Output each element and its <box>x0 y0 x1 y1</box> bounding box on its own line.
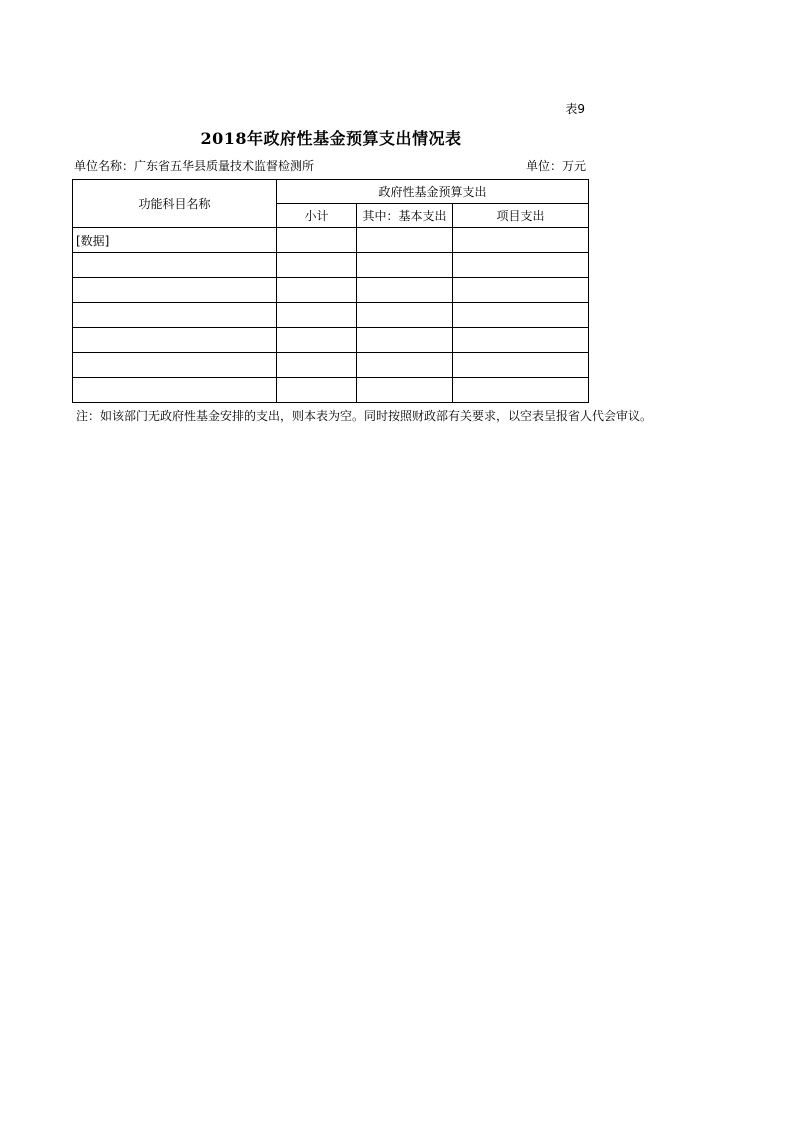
page-title: 2018年政府性基金预算支出情况表 <box>200 129 462 148</box>
table-row <box>73 303 589 328</box>
table-cell <box>277 303 357 328</box>
table-row <box>73 228 589 253</box>
table-cell <box>453 353 589 378</box>
header-function-category: 功能科目名称 <box>73 180 277 228</box>
header-basic-expenditure: 其中：基本支出 <box>357 204 453 228</box>
table-cell <box>277 328 357 353</box>
table-row <box>73 378 589 403</box>
table-cell <box>277 378 357 403</box>
unit-info-row <box>74 157 586 174</box>
table-cell <box>357 353 453 378</box>
table-cell <box>277 353 357 378</box>
header-project-expenditure: 项目支出 <box>453 204 589 228</box>
table-cell <box>73 278 277 303</box>
table-cell <box>453 378 589 403</box>
table-cell <box>277 278 357 303</box>
table-cell <box>453 278 589 303</box>
unit-name-label: 单位名称：广东省五华县质量技术监督检测所 <box>74 159 315 173</box>
table-number: 表9 <box>565 102 585 116</box>
table-cell: [数据] <box>73 228 277 253</box>
table-row <box>73 353 589 378</box>
table-row <box>73 278 589 303</box>
table-cell <box>73 353 277 378</box>
table-cell <box>453 303 589 328</box>
table-cell <box>277 228 357 253</box>
table-row <box>73 328 589 353</box>
footnote: 注：如该部门无政府性基金安排的支出，则本表为空。同时按照财政部有关要求，以空表呈报省人代会审议。 <box>76 409 653 423</box>
table-cell <box>357 253 453 278</box>
table-cell <box>453 328 589 353</box>
table-cell <box>357 303 453 328</box>
budget-table <box>72 179 589 403</box>
table-cell <box>73 253 277 278</box>
table-cell <box>73 303 277 328</box>
header-fund-expenditure-group: 政府性基金预算支出 <box>277 180 589 204</box>
table-cell <box>277 253 357 278</box>
table-cell <box>357 328 453 353</box>
table-cell <box>357 378 453 403</box>
header-subtotal: 小计 <box>277 204 357 228</box>
table-cell <box>453 253 589 278</box>
table-cell <box>73 378 277 403</box>
table-cell <box>357 278 453 303</box>
table-row <box>73 253 589 278</box>
table-cell <box>357 228 453 253</box>
table-cell <box>73 328 277 353</box>
table-cell <box>453 228 589 253</box>
currency-unit-label: 单位：万元 <box>525 159 586 173</box>
